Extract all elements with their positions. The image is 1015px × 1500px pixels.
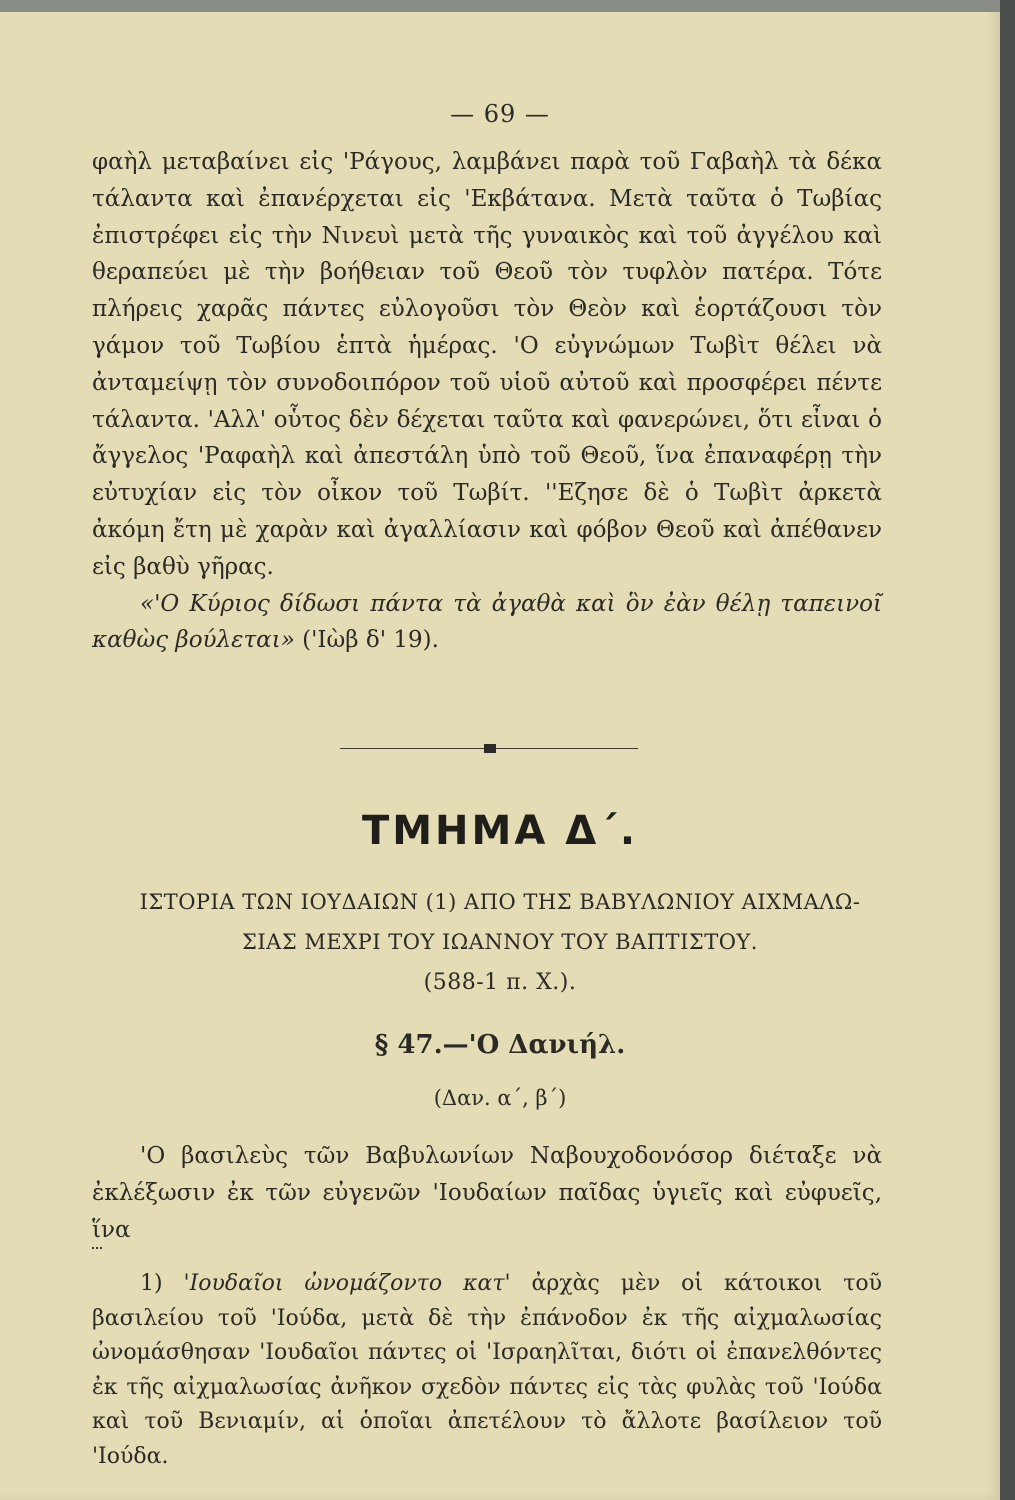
paragraph-tobit-ending: φαὴλ μεταβαίνει εἰς 'Ράγους, λαμβάνει παρὰ τοῦ Γαβαὴλ τὰ δέκα τάλαντα καὶ ἐπανέρχεται εἰς 'Εκβάτανα. Μετὰ ταῦτα ὁ Τωβίας ἐπιστρέφει εἰς τὴν Νινευὶ μετὰ τῆς γυναικὸς καὶ τοῦ ἀγγέλου καὶ θεραπεύει μὲ τὴν βοήθειαν τοῦ Θεοῦ τὸν τυφλὸν πατέρα. Τότε πλήρεις χαρᾶς πάντες εὐλογοῦσι τὸν Θεὸν καὶ ἑορτάζουσι τὸν γάμον τοῦ Τωβίου ἑπτὰ ἡμέρας. 'Ο εὐγνώμων Τωβὶτ θέλει νὰ ἀνταμείψῃ τὸν συνοδοιπόρον τοῦ υἱοῦ αὐτοῦ καὶ προσφέρει πέντε τάλαντα. 'Αλλ' οὗτος δὲν δέχεται ταῦτα καὶ φανερώνει, ὅτι εἶναι ὁ ἄγγελος 'Ραφαὴλ καὶ ἀπεστάλη ὑπὸ τοῦ Θεοῦ, ἵνα ἐπαναφέρῃ τὴν εὐτυχίαν εἰς τὸν οἶκον τοῦ Τωβίτ. ''Εζησε δὲ ὁ Τωβὶτ ἀρκετὰ ἀκόμη ἔτη μὲ χαρὰν καὶ ἀγαλλίασιν καὶ φόβον Θεοῦ καὶ ἀπέθανεν εἰς βαθὺ γῆρας.	[92, 149, 882, 580]
footnote-paragraph	[92, 1267, 882, 1474]
page-top-edge	[0, 0, 1000, 12]
quote-text: «'Ο Κύριος δίδωσι πάντα τὰ ἀγαθὰ καὶ ὃν ἐὰν θέλῃ ταπεινοῖ καθὼς βούλεται»	[92, 590, 882, 654]
section-divider-ornament	[484, 744, 496, 753]
body-text-block	[92, 1138, 882, 1248]
footnote-marker: 1)	[140, 1271, 184, 1296]
page-number: — 69 —	[450, 100, 550, 128]
footnote-text: ἀρχὰς μὲν οἱ κάτοικοι τοῦ βασιλείου τοῦ 'Ιούδα, μετὰ δὲ τὴν ἐπάνοδον ἐκ τῆς αἰχμαλωσίας ὠνομάσθησαν 'Ιουδαῖοι πάντες οἱ 'Ισραηλῖται, διότι οἱ ἐπανελθόντες ἐκ τῆς αἰχμαλωσίας ἀνῆκον σχεδὸν πάντες εἰς τὰς φυλὰς τοῦ 'Ιούδα καὶ τοῦ Βενιαμίν, αἱ ὁποῖαι ἀπετέλουν τὸ ἄλλοτε βασίλειον τοῦ 'Ιούδα.	[92, 1271, 882, 1469]
part-subtitle-dates: (588-1 π. Χ.).	[423, 970, 577, 995]
part-subtitle-line-2: ΣΙΑΣ ΜΕΧΡΙ ΤΟΥ ΙΩΑΝΝΟΥ ΤΟΥ ΒΑΠΤΙΣΤΟΥ.	[242, 930, 758, 954]
quote-reference: ('Ιὼβ δ' 19).	[294, 627, 439, 654]
footnote-divider	[92, 1247, 102, 1251]
quote-paragraph	[92, 586, 882, 660]
scripture-reference: (Δαν. α΄, β΄)	[433, 1086, 567, 1110]
footnote-italic-lead: 'Ιουδαῖοι ὠνομάζοντο κατ'	[183, 1271, 511, 1296]
part-heading: ΤΜΗΜΑ Δ΄.	[361, 808, 639, 854]
part-subtitle-line-1: ΙΣΤΟΡΙΑ ΤΩΝ ΙΟΥΔΑΙΩΝ (1) ΑΠΟ ΤΗΣ ΒΑΒΥΛΩΝΙΟΥ ΑΙΧΜΑΛΩ-	[139, 890, 861, 914]
top-text-block	[92, 144, 882, 659]
footnote	[92, 1267, 882, 1474]
section-title: § 47.—'Ο Δανιήλ.	[374, 1030, 626, 1060]
body-paragraph-daniel: 'Ο βασιλεὺς τῶν Βαβυλωνίων Ναβουχοδονόσορ διέταξε νὰ ἐκλέξωσιν ἐκ τῶν εὐγενῶν 'Ιουδαίων παῖδας ὑγιεῖς καὶ εὐφυεῖς, ἵνα	[92, 1143, 882, 1243]
